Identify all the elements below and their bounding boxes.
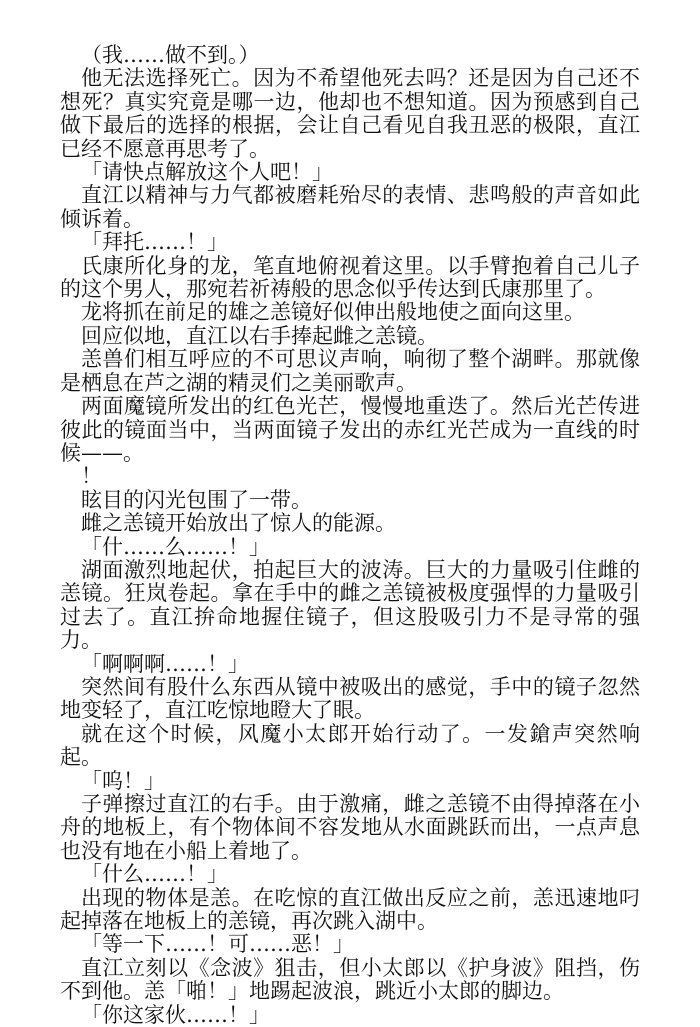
text-paragraph: 两面魔镜所发出的红色光芒，慢慢地重迭了。然后光芒传进彼此的镜面当中，当两面镜子发出的赤红光芒成为一直线的时候——。 (60, 394, 640, 465)
text-paragraph: 出现的物体是恙。在吃惊的直江做出反应之前，恙迅速地叼起掉落在地板上的恙镜，再次跳入湖中。 (60, 885, 640, 934)
text-paragraph: 子弹擦过直江的右手。由于激痛，雌之恙镜不由得掉落在小舟的地板上，有个物体间不容发地从水面跳跃而出，一点声息也没有地在小船上着地了。 (60, 792, 640, 863)
text-paragraph: 回应似地，直江以右手捧起雌之恙镜。 (81, 323, 438, 348)
text-paragraph: ！ (81, 464, 102, 489)
text-paragraph: （我……做不到。） (81, 43, 260, 67)
dialogue-line: 「呜！」 (81, 768, 165, 793)
text-paragraph: 眩目的闪光包围了一带。 (81, 487, 312, 512)
text-paragraph: 雌之恙镜开始放出了惊人的能源。 (81, 511, 396, 536)
text-paragraph: 龙将抓在前足的雄之恙镜好似伸出般地使之面向这里。 (81, 300, 585, 325)
dialogue-line: 「你这家伙……！」 (81, 1002, 270, 1027)
dialogue-line: 「请快点解放这个人吧！」 (81, 160, 333, 185)
dialogue-line: 「等一下……！可……恶！」 (81, 932, 354, 957)
text-paragraph: 突然间有股什么东西从镜中被吸出的感觉，手中的镜子忽然地变轻了，直江吃惊地瞪大了眼。 (60, 674, 640, 723)
text-paragraph: 湖面激烈地起伏，拍起巨大的波涛。巨大的力量吸引住雌的恙镜。狂岚卷起。拿在手中的雌之恙镜被极度强悍的力量吸引过去了。直江拚命地握住镜子，但这股吸引力不是寻常的强力。 (60, 557, 640, 653)
dialogue-line: 「啊啊啊……！」 (81, 651, 249, 676)
text-paragraph: 他无法选择死亡。因为不希望他死去吗？还是因为自己还不想死？真实究竟是哪一边，他却也不想知道。因为预感到自己做下最后的选择的根据，会让自己看见自我丑恶的极限，直江已经不愿意再思考了。 (60, 66, 640, 161)
dialogue-line: 「拜托……！」 (81, 230, 228, 255)
text-paragraph: 氏康所化身的龙，笔直地俯视着这里。以手臂抱着自己儿子的这个男人，那宛若祈祷般的思念似乎传达到氏康那里了。 (60, 253, 640, 302)
dialogue-line: 「什……么……！」 (81, 534, 270, 559)
dialogue-line: 「什么……！」 (81, 862, 228, 887)
text-paragraph: 恙兽们相互呼应的不可思议声响，响彻了整个湖畔。那就像是栖息在芦之湖的精灵们之美丽歌声。 (60, 347, 640, 395)
text-paragraph: 直江以精神与力气都被磨耗殆尽的表情、悲鸣般的声音如此倾诉着。 (60, 183, 640, 231)
text-paragraph: 就在这个时候，风魔小太郎开始行动了。一发鎗声突然响起。 (60, 721, 640, 770)
text-paragraph: 直江立刻以《念波》狙击，但小太郎以《护身波》阻挡，伤不到他。恙「啪！」地踢起波浪，跳近小太郎的脚边。 (60, 955, 640, 1004)
novel-page (60, 44, 640, 1027)
